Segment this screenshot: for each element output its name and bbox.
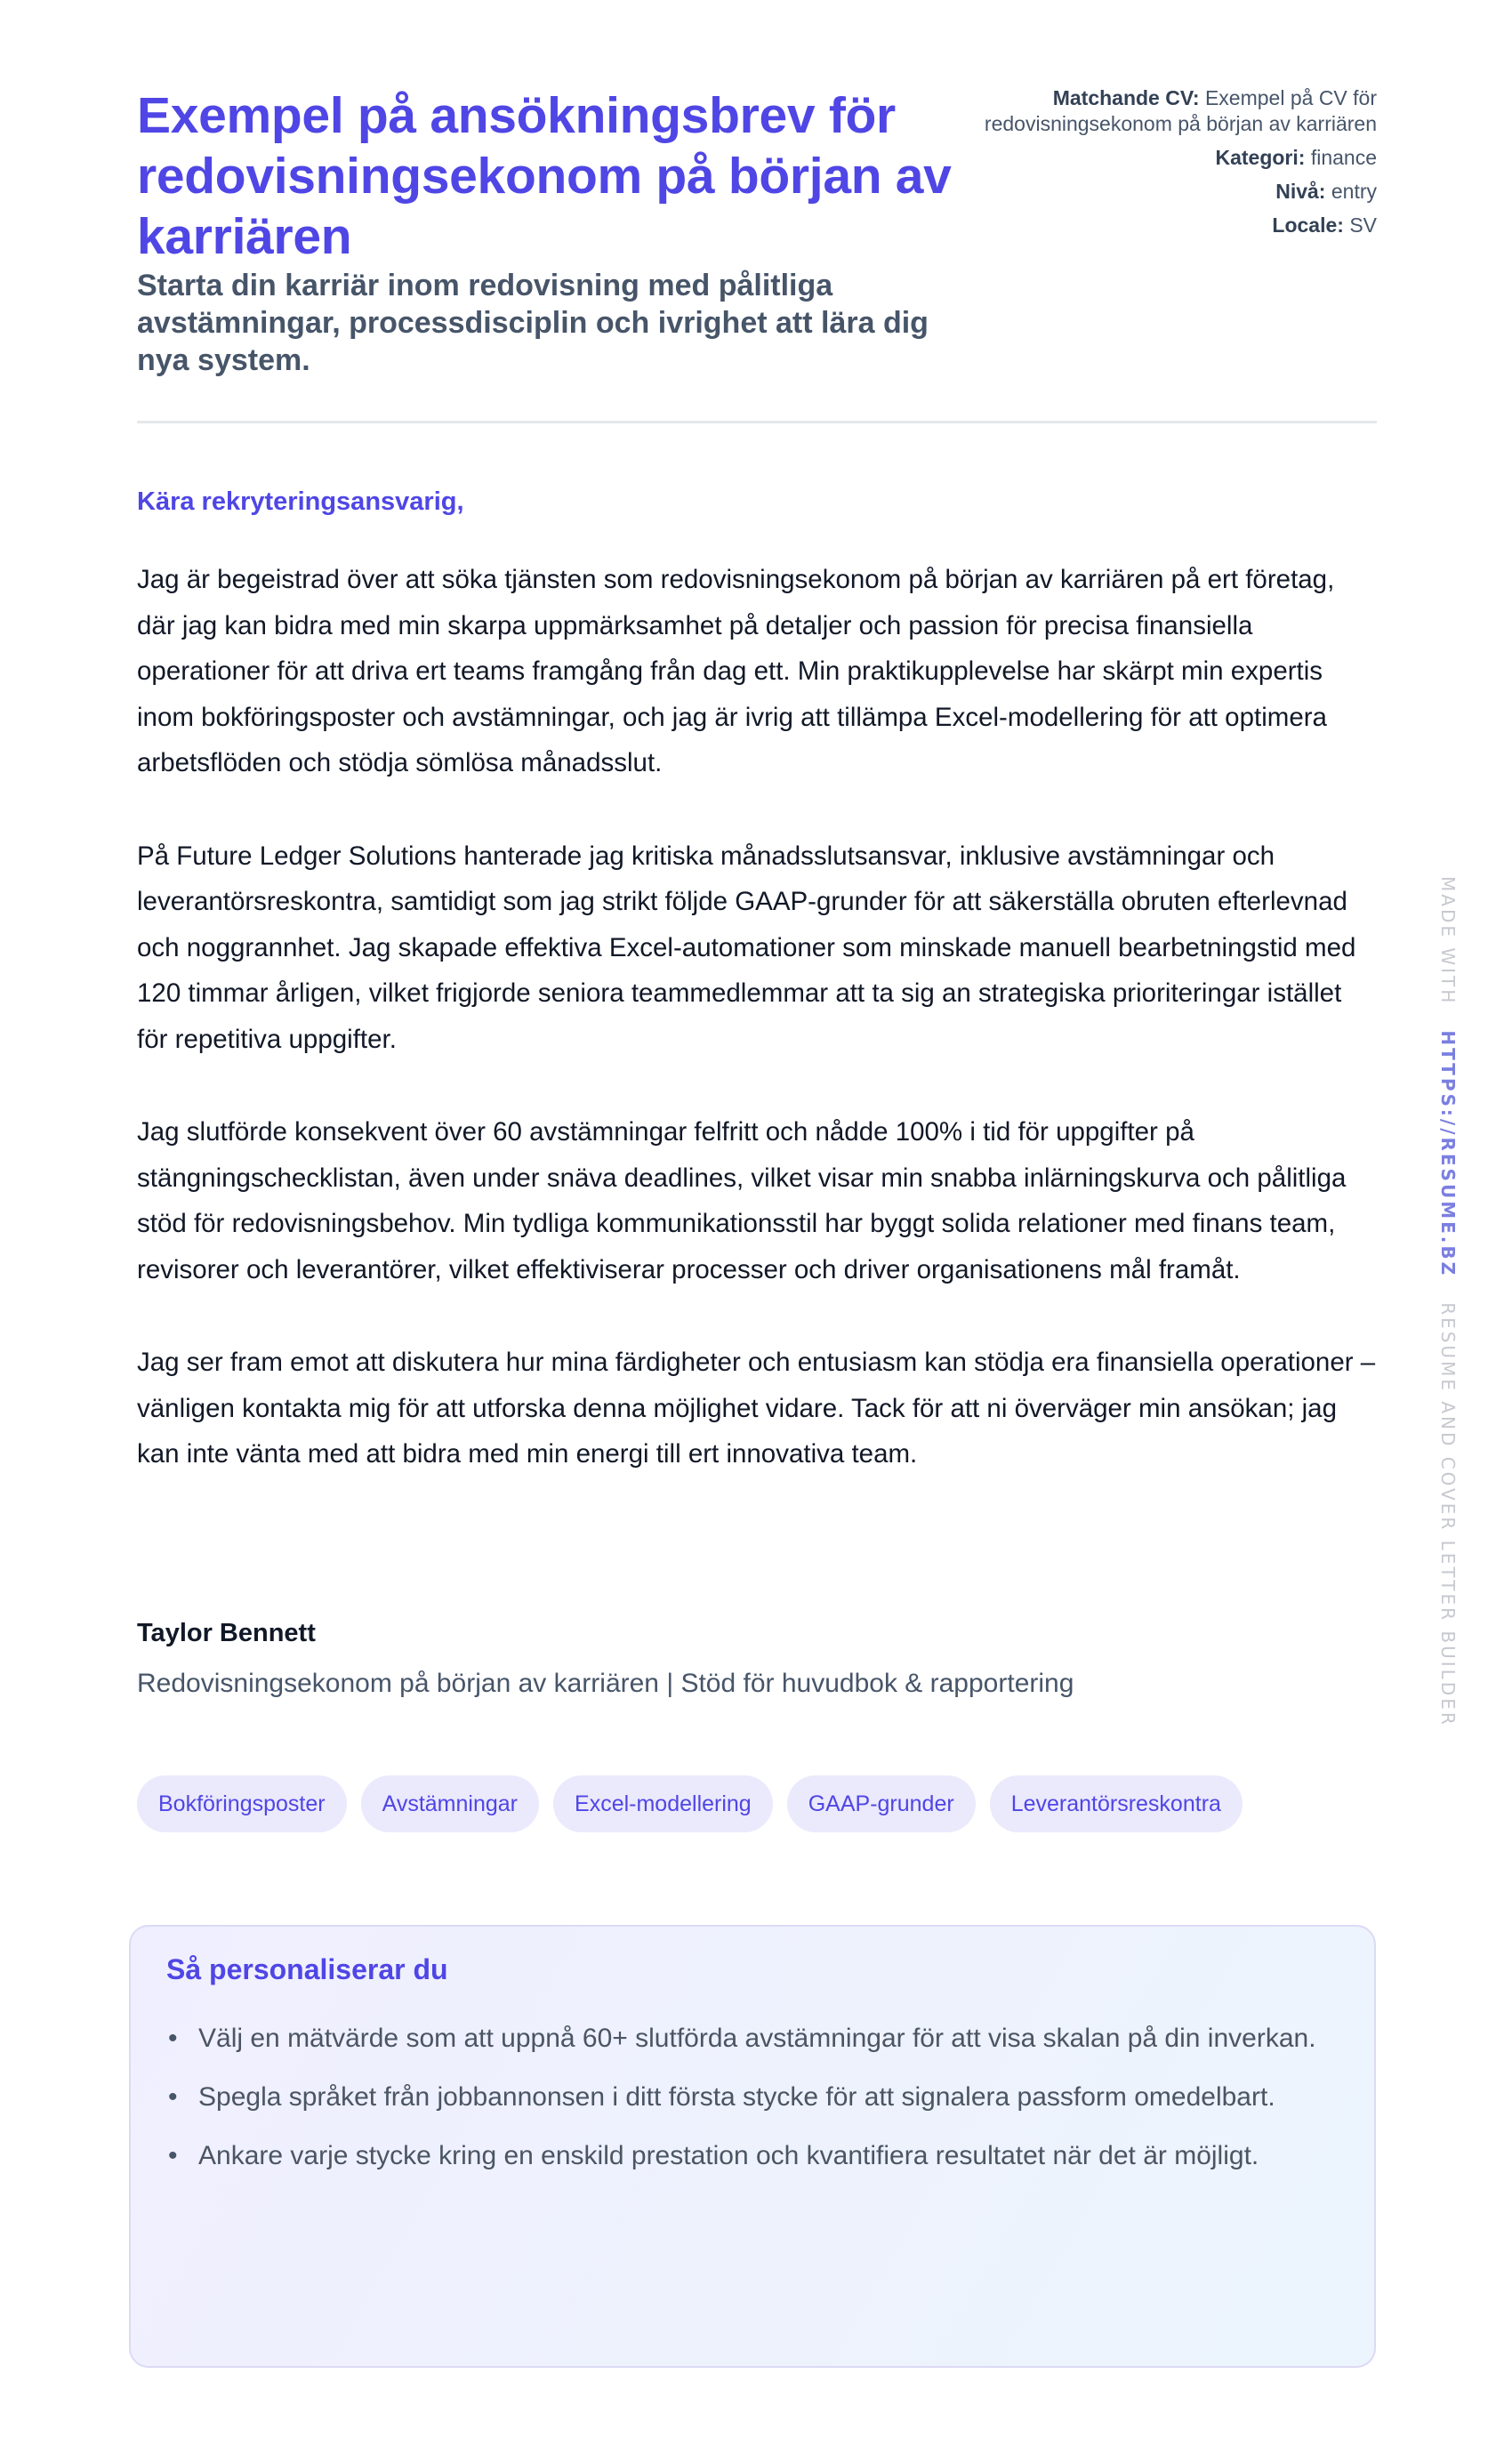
letter-paragraph: Jag ser fram emot att diskutera hur mina färdigheter och entusiasm kan stödja era finansiella operationer – vänligen kontakta mig för att utforska denna möjlighet vidare. Tack för att ni överväger min ansökan; jag kan inte vänta med att bidra med min energi till ert innovativa team. — [137, 1348, 1376, 1469]
letter-body — [137, 557, 1377, 1525]
bullet-icon: • — [168, 2082, 178, 2112]
cover-letter-page — [137, 0, 1377, 2170]
bullet-icon: • — [168, 2024, 178, 2053]
page-title: Exempel på ansökningsbrev för redovisningsekonom på början av karriären — [137, 87, 952, 265]
bullet-icon: • — [168, 2141, 178, 2170]
meta-level-label: Nivå: — [1275, 180, 1326, 203]
page-subtitle: Starta din karriär inom redovisning med pålitliga avstämningar, processdisciplin och ivrighet att lära dig nya system. — [137, 269, 929, 377]
meta-matching-cv-label: Matchande CV: — [1052, 86, 1200, 109]
meta-category-value: finance — [1310, 146, 1377, 169]
tip-item — [166, 2133, 1323, 2179]
tip-text: Ankare varje stycke kring en enskild prestation och kvantifiera resultatet när det är möjligt. — [198, 2141, 1259, 2170]
skill-tag: Leverantörsreskontra — [990, 1775, 1243, 1832]
tip-item — [166, 2016, 1323, 2062]
meta-level-value: entry — [1331, 180, 1377, 203]
meta-level — [959, 179, 1377, 205]
skill-tag: GAAP-grunder — [787, 1775, 976, 1832]
tips-list — [166, 2016, 1323, 2192]
signature-name: Taylor Bennett — [137, 1619, 316, 1647]
meta-locale-label: Locale: — [1272, 213, 1344, 237]
tip-text: Spegla språket från jobbannonsen i ditt första stycke för att signalera passform omedelbart. — [198, 2082, 1275, 2112]
meta-locale-value: SV — [1349, 213, 1377, 237]
meta-category-label: Kategori: — [1215, 146, 1306, 169]
meta-locale — [959, 213, 1377, 238]
meta-category — [959, 145, 1377, 171]
signature-title: Redovisningsekonom på början av karriären | Stöd för huvudbok & rapportering — [137, 1669, 1074, 1698]
meta-panel — [959, 85, 1377, 246]
skill-tag: Bokföringsposter — [137, 1775, 347, 1832]
skill-tags — [137, 1775, 1243, 1832]
letter-paragraph: Jag slutförde konsekvent över 60 avstämningar felfritt och nådde 100% i tid för uppgifter på stängningschecklistan, även under snäva deadlines, vilket visar min snabba inlärningskurva och pålitliga stöd för redovisningsbehov. Min tydliga kommunikationsstil har byggt solida relationer med finans team, revisorer och leverantörer, vilket effektiviserar processer och driver organisationens mål framåt. — [137, 1117, 1347, 1284]
watermark-link[interactable]: HTTPS://RESUME.BZ — [1437, 1030, 1459, 1278]
letter-salutation: Kära rekryteringsansvarig, — [137, 487, 464, 516]
skill-tag: Excel-modellering — [553, 1775, 773, 1832]
personalization-tips-box — [129, 1925, 1376, 2368]
meta-matching-cv — [959, 85, 1377, 137]
skill-tag: Avstämningar — [361, 1775, 539, 1832]
watermark-suffix: RESUME AND COVER LETTER BUILDER — [1437, 1302, 1459, 1727]
tip-text: Välj en mätvärde som att uppnå 60+ slutförda avstämningar för att visa skalan på din inverkan. — [198, 2024, 1316, 2053]
vertical-watermark — [1432, 876, 1459, 1727]
meta-matching-cv-value[interactable]: Exempel på CV för redovisningsekonom på början av karriären — [984, 86, 1377, 135]
letter-paragraph: Jag är begeistrad över att söka tjänsten som redovisningsekonom på början av karriären på ert företag, där jag kan bidra med min skarpa uppmärksamhet på detaljer och passion för precisa finansiella operationer för att driva ert teams framgång från dag ett. Min praktikupplevelse har skärpt min expertis inom bokföringsposter och avstämningar, och jag är ivrig att tillämpa Excel-modellering för att optimera arbetsflöden och stödja sömlösa månadsslut. — [137, 565, 1335, 777]
watermark-prefix: MADE WITH — [1437, 876, 1459, 1006]
letter-paragraph: På Future Ledger Solutions hanterade jag kritiska månadsslutsansvar, inklusive avstämningar och leverantörsreskontra, samtidigt som jag strikt följde GAAP-grunder för att säkerställa obruten efterlevnad och noggrannhet. Jag skapade effektiva Excel-automationer som minskade manuell bearbetningstid med 120 timmar årligen, vilket frigjorde seniora teammedlemmar att ta sig an strategiska prioriteringar istället för repetitiva uppgifter. — [137, 841, 1356, 1054]
tip-item — [166, 2074, 1323, 2121]
tips-heading: Så personaliserar du — [166, 1953, 448, 1985]
page-header — [137, 0, 1377, 423]
